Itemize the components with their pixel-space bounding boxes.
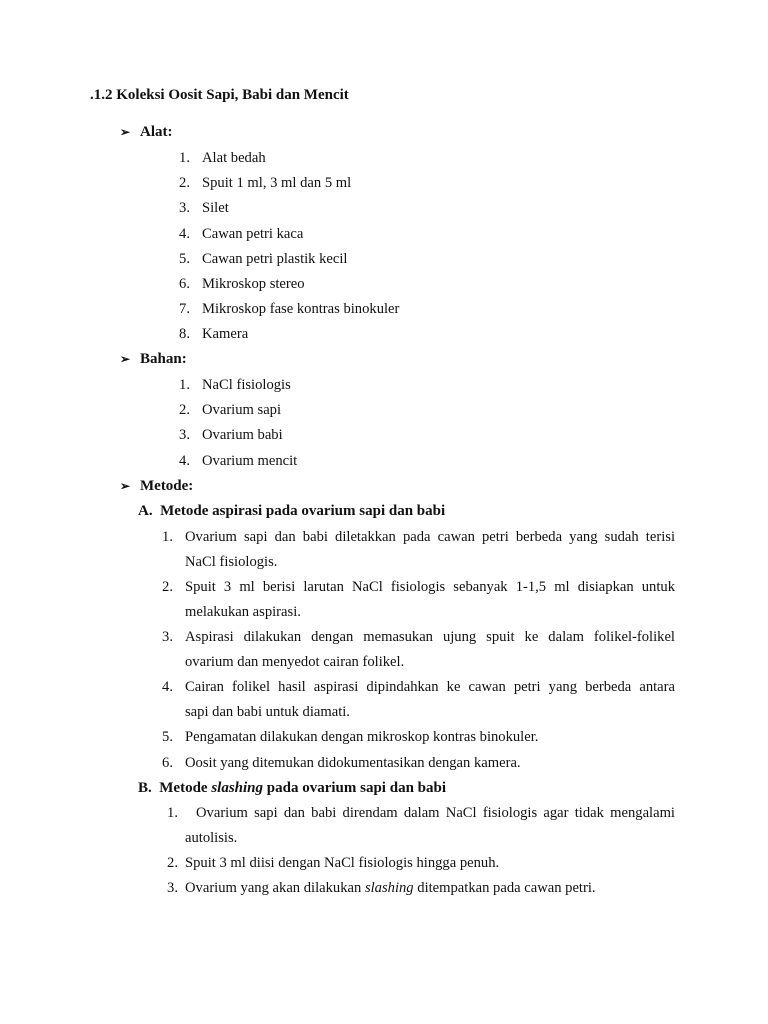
step-line: sapi dan babi untuk diamati. bbox=[185, 704, 350, 720]
step-line: ovarium dan menyedot cairan folikel. bbox=[185, 654, 405, 670]
step-line: Aspirasi dilakukan dengan memasukan ujung spuit ke dalam folikel-folikel bbox=[185, 629, 675, 645]
section-heading: .1.2 Koleksi Oosit Sapi, Babi dan Mencit bbox=[90, 87, 349, 103]
step-line: Ovarium yang akan dilakukan slashing ditempatkan pada cawan petri. bbox=[185, 880, 596, 896]
document-page: .1.2 Koleksi Oosit Sapi, Babi dan Mencit ➢ Alat: 1. Alat bedah 2. Spuit 1 ml, 3 ml dan 5 ml 3. Silet 4. Cawan petri kaca 5. Cawan petri plastik kecil 6. Mikroskop stereo 7. Mikroskop fase kontras binokuler 8. Kamera ➢ Bahan: 1. NaCl fisiologis 2. Ovarium sapi 3. Ovarium babi 4. Ovarium mencit ➢ Metode: A. Metode aspirasi pada ovarium sapi dan babi 1. Ovarium sapi dan babi diletakkan pada cawan petri berbeda yang sudah terisi NaCl fisiologis. 2. Spuit 3 ml berisi larutan NaCl fisiologis sebanyak 1-1,5 ml disiapkan untuk melakukan aspirasi. 3. Aspirasi dilakukan dengan memasukan ujung spuit ke dalam folikel-folikel ovarium dan menyedot cairan folikel. 4. Cairan folikel hasil aspirasi dipindahkan ke cawan petri yang berbeda antara sapi dan babi untuk diamati. 5. Pengamatan dilakukan dengan mikroskop kontras binokuler. 6. Oosit yang ditemukan didokumentasikan dengan kamera. B. Metode slashing pada ovarium sapi dan babi 1. Ovarium sapi dan babi direndam dalam NaCl fisiologis agar tidak mengalami autolisis. 2. Spuit 3 ml diisi dengan NaCl fisiologis hingga penuh. 3. Ovarium yang akan dilakukan slashing ditempatkan pada cawan petri. bbox=[90, 87, 675, 896]
step-line: Ovarium sapi dan babi diletakkan pada cawan petri berbeda yang sudah terisi bbox=[185, 529, 675, 545]
arrow-bullet-icon: ➢ bbox=[120, 125, 131, 139]
step-line: Cairan folikel hasil aspirasi dipindahkan ke cawan petri yang berbeda antara bbox=[185, 679, 675, 695]
arrow-bullet-icon: ➢ bbox=[120, 352, 131, 366]
step-line: Spuit 3 ml diisi dengan NaCl fisiologis hingga penuh. bbox=[185, 855, 500, 871]
step-line: autolisis. bbox=[185, 830, 238, 846]
metode-a-title: A. Metode aspirasi pada ovarium sapi dan babi bbox=[138, 503, 446, 519]
step-line: NaCl fisiologis. bbox=[185, 554, 278, 570]
alat-section-title: ➢ Alat: bbox=[120, 124, 173, 140]
arrow-bullet-icon: ➢ bbox=[120, 479, 131, 493]
step-line: Spuit 3 ml berisi larutan NaCl fisiologis sebanyak 1-1,5 ml disiapkan untuk bbox=[185, 579, 675, 595]
metode-section-title: ➢ Metode: bbox=[120, 478, 194, 494]
step-line: melakukan aspirasi. bbox=[185, 604, 301, 620]
metode-b-title: B. Metode slashing pada ovarium sapi dan babi bbox=[138, 780, 447, 796]
step-line: Ovarium sapi dan babi direndam dalam NaCl fisiologis agar tidak mengalami bbox=[196, 805, 675, 821]
step-line: Oosit yang ditemukan didokumentasikan dengan kamera. bbox=[185, 755, 521, 771]
step-line: Pengamatan dilakukan dengan mikroskop kontras binokuler. bbox=[185, 729, 539, 745]
bahan-section-title: ➢ Bahan: bbox=[120, 351, 187, 367]
